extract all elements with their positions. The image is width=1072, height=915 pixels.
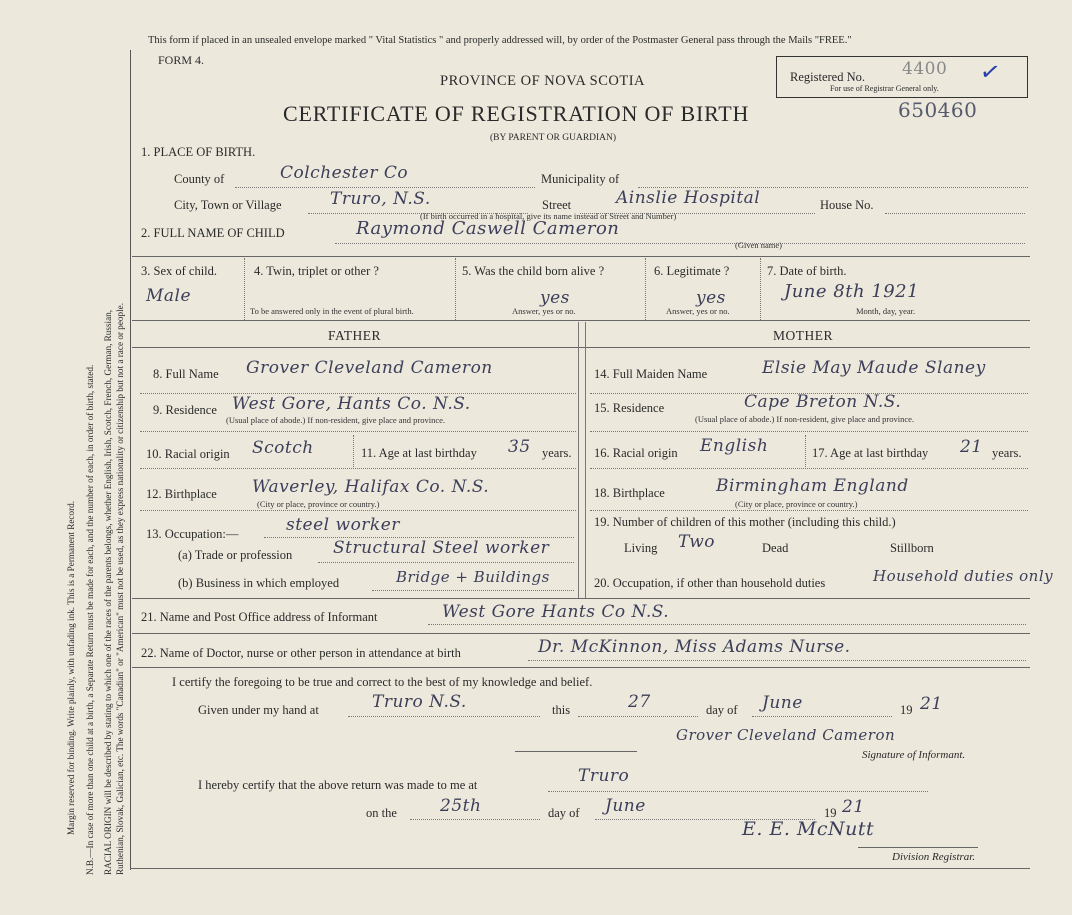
informant-label: 21. Name and Post Office address of Informant [141,610,378,624]
mother-name-label: 14. Full Maiden Name [594,367,708,381]
mother-occupation-value: Household duties only [873,567,1054,585]
margin-note-binding: Margin reserved for binding. Write plainly, with unfading ink. This is a Permanent Record. [66,500,76,835]
certify-dayof-label: day of [706,703,738,717]
mother-race-value: English [700,436,769,456]
mother-birthplace-label: 18. Birthplace [594,486,665,500]
living-value: Two [678,532,716,552]
mother-race-label: 16. Racial origin [594,446,678,460]
margin-note-racial-cont: Ruthenian, Slovak, Galician, etc. The words "Canadian" or "American" must not be used, as they express nationality or citizenship but not a race or people. [115,302,125,875]
stamp-number: 650460 [898,98,978,122]
hospital-note: (If birth occurred in a hospital, give its name instead of Street and Number) [420,211,677,221]
registrar-note: For use of Registrar General only. [830,84,939,93]
street-value: Ainslie Hospital [616,188,761,208]
father-age-label: 11. Age at last birthday [361,446,477,460]
living-label: Living [624,541,658,555]
registrar-month: June [605,796,646,816]
dead-label: Dead [762,541,789,555]
father-birthplace-label: 12. Birthplace [146,487,217,501]
father-trade-label: (a) Trade or profession [178,548,293,562]
mother-occupation-label: 20. Occupation, if other than household duties [594,576,826,590]
mother-name-value: Elsie May Maude Slaney [762,358,986,378]
informant-value: West Gore Hants Co N.S. [442,602,670,622]
left-border [130,50,131,870]
informant-signature-label: Signature of Informant. [862,749,966,761]
municipality-label: Municipality of [541,172,620,186]
county-label: County of [174,172,225,186]
registered-value: 4400 [902,59,948,79]
street-label: Street [542,198,572,212]
registrar-signature-label: Division Registrar. [892,851,976,863]
father-name-label: 8. Full Name [153,367,219,381]
father-age-unit: years. [542,446,572,460]
child-name-value: Raymond Caswell Cameron [356,218,620,239]
registrar-text: I hereby certify that the above return was made to me at [198,778,478,792]
registrar-year-prefix: 19 [824,806,837,820]
registrar-year: 21 [842,797,865,817]
registrar-dayof-label: day of [548,806,580,820]
father-race-value: Scotch [252,438,314,458]
father-occupation-label: 13. Occupation:— [146,527,239,541]
check-mark: ✓ [977,58,1003,88]
mother-residence-value: Cape Breton N.S. [744,392,902,412]
twin-label: 4. Twin, triplet or other ? [254,264,379,278]
given-label: Given under my hand at [198,703,319,717]
sex-value: Male [146,286,192,306]
mother-age-unit: years. [992,446,1022,460]
margin-note-nb: N.B.—In case of more than one child at a birth, a Separate Return must be made for each, and the number of each, in order of birth, stated. [85,364,95,875]
county-value: Colchester Co [280,163,409,183]
father-residence-note: (Usual place of abode.) If non-resident, give place and province. [226,415,446,425]
certificate-subtitle: (BY PARENT OR GUARDIAN) [490,133,617,143]
mother-age-value: 21 [960,437,983,457]
certify-text: I certify the foregoing to be true and correct to the best of my knowledge and belief. [172,675,593,689]
bottom-border [130,868,1030,869]
certify-year-prefix: 19 [900,703,913,717]
father-residence-value: West Gore, Hants Co. N.S. [232,394,471,414]
house-label: House No. [820,198,874,212]
father-residence-label: 9. Residence [153,403,217,417]
father-heading: FATHER [328,328,382,343]
father-name-value: Grover Cleveland Cameron [246,358,493,378]
father-race-label: 10. Racial origin [146,447,230,461]
this-label: this [552,703,571,717]
registrar-place: Truro [578,766,630,786]
mother-children-label: 19. Number of children of this mother (including this child.) [594,515,896,529]
mother-residence-label: 15. Residence [594,401,665,415]
certify-month: June [762,693,803,713]
alive-note: Answer, yes or no. [512,306,576,316]
certify-year: 21 [920,694,943,714]
given-name-note: (Given name) [735,240,782,250]
father-trade-value: Structural Steel worker [333,538,550,558]
doctor-label: 22. Name of Doctor, nurse or other person in attendance at birth [141,646,461,660]
on-the-label: on the [366,806,397,820]
date-value: June 8th 1921 [784,281,920,302]
twin-note: To be answered only in the event of plural birth. [250,306,414,316]
father-business-value: Bridge + Buildings [396,568,550,586]
mother-birthplace-value: Birmingham England [716,476,909,496]
registered-label: Registered No. [790,70,865,84]
province-heading: PROVINCE OF NOVA SCOTIA [440,73,645,89]
mail-notice: This form if placed in an unsealed envelope marked " Vital Statistics " and properly addressed will, by order of the Postmaster General pass through the Mails "FREE." [148,35,852,46]
mother-residence-note: (Usual place of abode.) If non-resident, give place and province. [695,414,915,424]
legit-note: Answer, yes or no. [666,306,730,316]
certify-day: 27 [628,692,651,712]
doctor-value: Dr. McKinnon, Miss Adams Nurse. [538,637,851,657]
informant-signature: Grover Cleveland Cameron [676,726,896,744]
date-note: Month, day, year. [856,306,916,316]
stillborn-label: Stillborn [890,541,934,555]
father-birthplace-value: Waverley, Halifax Co. N.S. [252,477,490,497]
certificate-title: CERTIFICATE OF REGISTRATION OF BIRTH [283,101,750,126]
place-of-birth-label: 1. PLACE OF BIRTH. [141,145,256,159]
legit-value: yes [696,288,726,308]
father-business-label: (b) Business in which employed [178,576,340,590]
city-value: Truro, N.S. [330,189,431,209]
father-occupation-value: steel worker [286,515,400,535]
registrar-signature: E. E. McNutt [742,818,875,840]
father-age-value: 35 [508,437,531,457]
alive-value: yes [540,288,570,308]
mother-heading: MOTHER [773,328,833,343]
form-number: FORM 4. [158,53,205,67]
legit-label: 6. Legitimate ? [654,264,730,278]
registrar-day: 25th [440,796,482,816]
child-name-label: 2. FULL NAME OF CHILD [141,226,285,240]
mother-birthplace-note: (City or place, province or country.) [735,499,858,509]
given-place: Truro N.S. [372,692,467,712]
father-birthplace-note: (City or place, province or country.) [257,499,380,509]
margin-note-racial: RACIAL ORIGIN will be described by stating to which one of the races of the parents belongs, whether English, Irish, Scotch, French, German, Russian, [103,309,113,875]
sex-label: 3. Sex of child. [141,264,218,278]
alive-label: 5. Was the child born alive ? [462,264,605,278]
city-label: City, Town or Village [174,198,282,212]
date-label: 7. Date of birth. [767,264,847,278]
mother-age-label: 17. Age at last birthday [812,446,929,460]
